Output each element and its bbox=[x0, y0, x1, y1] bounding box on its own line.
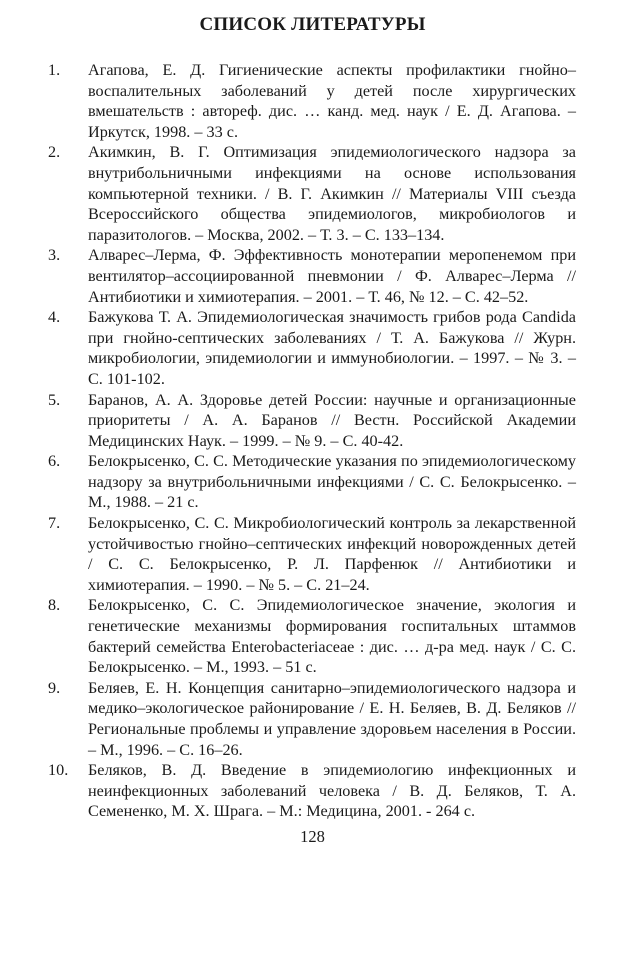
reference-text: Белокрысенко, С. С. Методические указания по эпидемиологическому надзору за внутрибольничными инфекциями / С. С. Белокрысенко. – М., 1988. – 21 с. bbox=[88, 452, 576, 512]
reference-item bbox=[48, 451, 576, 513]
reference-text: Алварес–Лерма, Ф. Эффективность монотерапии меропенемом при вентилятор–ассоциированной пневмонии / Ф. Алварес–Лерма // Антибиотики и химиотерапия. – 2001. – Т. 46, № 12. – С. 42–52. bbox=[88, 246, 576, 306]
reference-text: Бажукова Т. А. Эпидемиологическая значимость грибов рода Candida при гнойно-септических заболеваниях / Т. А. Бажукова // Журн. микробиологии, эпидемиологии и иммунобиологии. – 1997. – № 3. – С. 101-102. bbox=[88, 308, 576, 388]
reference-number: 3. bbox=[48, 246, 61, 265]
reference-item bbox=[48, 390, 576, 452]
reference-item bbox=[48, 142, 576, 245]
page-title: СПИСОК ЛИТЕРАТУРЫ bbox=[199, 14, 426, 35]
reference-number: 1. bbox=[48, 61, 61, 79]
reference-number: 7. bbox=[48, 514, 61, 533]
reference-item bbox=[48, 60, 576, 142]
reference-number: 10. bbox=[48, 761, 69, 780]
reference-number: 5. bbox=[48, 390, 61, 409]
reference-text: Акимкин, В. Г. Оптимизация эпидемиологического надзора за внутрибольничными инфекциями на основе использования компьютерной техники. / В. Г. Акимкин // Материалы VIII съезда Всероссийского общества эпидемиологов, микробиологов и паразитологов. – Москва, 2002. – Т. 3. – С. 133–134. bbox=[88, 143, 576, 244]
reference-text: Белокрысенко, С. С. Микробиологический контроль за лекарственной устойчивостью гнойно–септических инфекций новорожденных детей / С. С. Белокрысенко, Р. Л. Парфенюк // Антибиотики и химиотерапия. – 1990. – № 5. – С. 21–24. bbox=[88, 514, 576, 594]
reference-item bbox=[48, 595, 576, 677]
reference-number: 8. bbox=[48, 596, 61, 615]
reference-item bbox=[48, 760, 576, 822]
reference-item bbox=[48, 513, 576, 595]
reference-number: 9. bbox=[48, 678, 61, 697]
reference-item bbox=[48, 307, 576, 389]
reference-number: 4. bbox=[48, 308, 61, 327]
reference-text: Беляев, Е. Н. Концепция санитарно–эпидемиологического надзора и медико–экологическое районирование / Е. Н. Беляев, В. Д. Беляков // Региональные проблемы и управление здоровьем населения в России. – М., 1996. – С. 16–26. bbox=[88, 678, 576, 759]
reference-text: Агапова, Е. Д. Гигиенические аспекты профилактики гнойно–воспалительных заболеваний у детей после хирургических вмешательств : автореф. дис. … канд. мед. наук / Е. Д. Агапова. – Иркутск, 1998. – 33 с. bbox=[88, 61, 576, 141]
reference-text: Баранов, А. А. Здоровье детей России: научные и организационные приоритеты / А. А. Баранов // Вестн. Российской Академии Медицинских Наук. – 1999. – № 9. – С. 40-42. bbox=[88, 390, 576, 450]
reference-item bbox=[48, 678, 576, 760]
reference-text: Беляков, В. Д. Введение в эпидемиологию инфекционных и неинфекционных заболеваний человека / В. Д. Беляков, Т. А. Семененко, М. Х. Шрага. – М.: Медицина, 2001. - 264 с. bbox=[88, 761, 576, 821]
page-number: 128 bbox=[300, 827, 325, 846]
reference-text: Белокрысенко, С. С. Эпидемиологическое значение, экология и генетические механизмы формирования госпитальных штаммов бактерий семейства Enterobacteriaceae : дис. … д-ра мед. наук / С. С. Белокрысенко. – М., 1993. – 51 с. bbox=[88, 596, 576, 677]
reference-list bbox=[48, 60, 576, 822]
reference-number: 2. bbox=[48, 143, 61, 162]
reference-item bbox=[48, 245, 576, 307]
reference-number: 6. bbox=[48, 452, 61, 471]
